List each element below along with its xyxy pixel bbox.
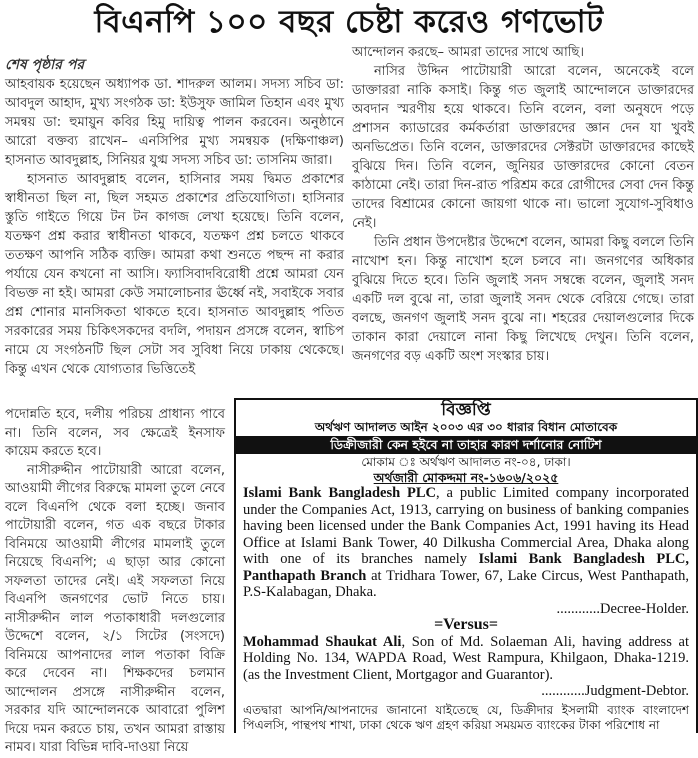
notice-english-body: [236, 485, 696, 700]
article-paragraph: নাসীরুদ্দীন পাটোয়ারী আরো বলেন, আওয়ামী লীগের বিরুদ্ধে মামলা তুলে নেবে বলে বিএনপি থেকে বলা হচ্ছে। জনাব পাটোয়ারী বলেন, গত এক বছরে টাকার বিনিময়ে আওয়ামী লীগের মামলাই তুলে নিয়েছে বিএনপি; এ ছাড়া আর কোনো সফলতা তাদের নেই। এই সফলতা নিয়ে বিএনপি জনগণের ভোট নিতে চায়। নাসীরুদ্দীন লাল পতাকাধারী দলগুলোর উদ্দেশে বলেন, ২/১ সিটের (সংসদে) বিনিময়ে আপনাদের লাল পতাকা বিক্রি করে দেবেন না। শিক্ষকদের চলমান আন্দোলন প্রসঙ্গে নাসীরুদ্দীন বলেন, সরকার যদি আন্দোলনকে আবারো পুলিশ দিয়ে দমন করতে চায়, তখন আমরা রাস্তায় নামব। যারা বিভিন্ন দাবি-দাওয়া নিয়ে: [5, 462, 225, 755]
versus-label: =Versus=: [434, 616, 498, 633]
article-paragraph: তিনি প্রধান উপদেষ্টার উদ্দেশে বলেন, আমরা কিছু বললে তিনি নাখোশ হন। কিন্তু নাখোশ হলে চলবে না। জনগণের অধিকার বুঝিয়ে দিতে হবে। তিনি জুলাই সনদ সম্বন্ধে বলেন, জুলাই সনদ একটি দল বুঝে না, তারা জুলাই সনদ থেকে বেরিয়ে গেছে। তারা বলছে, জনগণ জুলাই সনদ বুঝে না। শহরের দেয়ালগুলোর দিকে তাকান কারা দেয়ালে নানা কিছু লিখেছে দেখুন। তিনি বলেন, জনগণের বড় একটি অংশ সংস্কার চায়।: [352, 235, 694, 364]
defendant-paragraph: [243, 634, 689, 684]
article-paragraph: আহবায়ক হয়েছেন অধ্যাপক ডা. শাদরুল আলম। সদস্য সচিব ডা: আবদুল আহাদ, মুখ্য সংগঠক ডা: ইউসুফ জামিল তিহান এবং মুখ্য সমন্বয় ডা: হুমায়ুন কবির হিমু দায়িত্ব পালন করবেন। অনুষ্ঠানে আরো বক্তব্য রাখেন– এনসিপির মুখ্য সমন্বয়ক (দক্ষিণাঞ্চল) হাসনাত আবদুল্লাহ, সিনিয়র যুগ্ম সদস্য সচিব ডা: তাসনিম জারা।: [5, 77, 344, 168]
article-paragraph: পদোন্নতি হবে, দলীয় পরিচয় প্রাধান্য পাবে না। তিনি বলেন, সব ক্ষেত্রেই ইনসাফ কায়েম করতে হবে।: [5, 407, 225, 459]
article-paragraph: হাসনাত আবদুল্লাহ বলেন, হাসিনার সময় দ্বিমত প্রকাশের স্বাধীনতা ছিল না, ছিল সহমত প্রকাশের প্রতিযোগিতা। হাসিনার স্তুতি গাইতে গিয়ে টন টন কাগজ লেখা হয়েছে। তিনি বলেন, যতক্ষণ প্রশ্ন করার স্বাধীনতা থাকবে, যতক্ষণ প্রশ্ন চলতে থাকবে ততক্ষণ আপনি সঠিক ব্যক্তি। আমরা কথা শুনতে পছন্দ না করার পর্যায়ে যেন কখনো না আসি। ফ্যাসিবাদবিরোধী প্রশ্নে আমরা যেন বিভক্ত না হই। আমরা কেউ সমালোচনার ঊর্ধ্বে নই, সবাইকে সবার প্রশ্ন শোনার মানসিকতা থাকতে হবে। হাসনাত আবদুল্লাহ পতিত সরকারের সময় চিকিৎসকদের বদলি, পদায়ন প্রসঙ্গে বলেন, স্বাচিপ নামে যে সংগঠনটি ছিল সেটা সব সুবিধা নিয়ে ঢাকায় থেকেছে। কিন্তু এখন থেকে যোগ্যতার ভিত্তিতেই: [5, 172, 344, 377]
headline: বিএনপি ১০০ বছর চেষ্টা করেও গণভোট: [94, 4, 604, 40]
notice-heading-bar: ডিক্রীজারী কেন হইবে না তাহার কারণ দর্শানোর নোটিশ: [236, 436, 696, 454]
branch-name: Islami Bank Bangladesh PLC, Panthapath Branch: [243, 551, 689, 584]
article-right-column: [352, 43, 694, 366]
decree-holder-label: ............Decree-Holder.: [556, 600, 689, 617]
plaintiff-address: at Tridhara Tower, 67, Lake Circus, West Panthapath, P.S-Kalabagan, Dhaka.: [243, 567, 689, 600]
notice-subtitle: অর্থঋণ আদালত আইন ২০০৩ এর ৩০ ধারার বিধান মোতাবেক: [314, 420, 618, 434]
plaintiff-text: , a public Limited company incorporated under the Companies Act, 1913, carrying on business of banking companies having been licensed under the Bank Companies Act, 1991 having its Head Office at Islami Bank Tower, 40 Dilkusha Commercial Area, Dhaka along with one of its branches namely: [243, 485, 689, 567]
defendant-name: Mohammad Shaukat Ali: [243, 633, 402, 650]
defendant-text: , Son of Md. Solaeman Ali, having address at Holding No. 134, WAPDA Road, West Rampura, Khilgaon, Dhaka-1219. (as the Investment Client, Mortgagor and Guarantor).: [243, 633, 689, 683]
legal-notice-box: [234, 398, 698, 733]
notice-bengali-body: এতদ্বারা আপনি/আপনাদের জানানো যাইতেছে যে, ডিক্রীদার ইসলামী ব্যাংক বাংলাদেশ পিএলসি, পান্থপথ শাখা, ঢাকা থেকে ঋণ গ্রহণ করিয়া সময়মত ব্যাংকের টাকা পরিশোধ না: [243, 702, 689, 732]
article-left-column: [5, 56, 344, 379]
notice-court: মোকাম ঃ অর্থঋণ আদালত নং-০৪, ঢাকা।: [361, 455, 571, 469]
article-paragraph: আন্দোলন করছে– আমরা তাদের সাথে আছি।: [352, 45, 584, 60]
notice-title: বিজ্ঞপ্তি: [441, 400, 491, 420]
article-left-column-lower: [5, 406, 225, 758]
plaintiff-paragraph: [243, 485, 689, 601]
judgment-debtor-label: ............Judgment-Debtor.: [541, 683, 689, 699]
notice-case-number: অর্থজারী মোকদ্দমা নং-১৬০৬/২০২৫: [373, 470, 559, 485]
plaintiff-name: Islami Bank Bangladesh PLC: [243, 485, 437, 501]
article-paragraph: নাসির উদ্দিন পাটোয়ারী আরো বলেন, অনেকেই বলে ডাক্তাররা নাকি কসাই। কিন্তু গত জুলাই আন্দোলনে ডাক্তারদের অবদান স্মরণীয় হয়ে থাকবে। তিনি বলেন, বলা অনুষদে পড়ে প্রশাসন ক্যাডারের কর্মকর্তারা ডাক্তারদের জ্ঞান দেন যা খুবই অনভিপ্রেত। তিনি বলেন, ডাক্তারদের সেক্টরটা ডাক্তারদের কাছেই বুঝিয়ে দিন। তিনি বলেন, জুনিয়র ডাক্তারদের কোনো বেতন কাঠামো নেই। তারা দিন-রাত পরিশ্রম করে রোগীদের সেবা দেন কিন্তু তাদের বিশ্রামের কোনো জায়গা থাকে না। ভালো সুযোগ-সুবিধাও নেই।: [352, 64, 694, 231]
continued-from-label: শেষ পৃষ্ঠার পর: [5, 57, 85, 73]
